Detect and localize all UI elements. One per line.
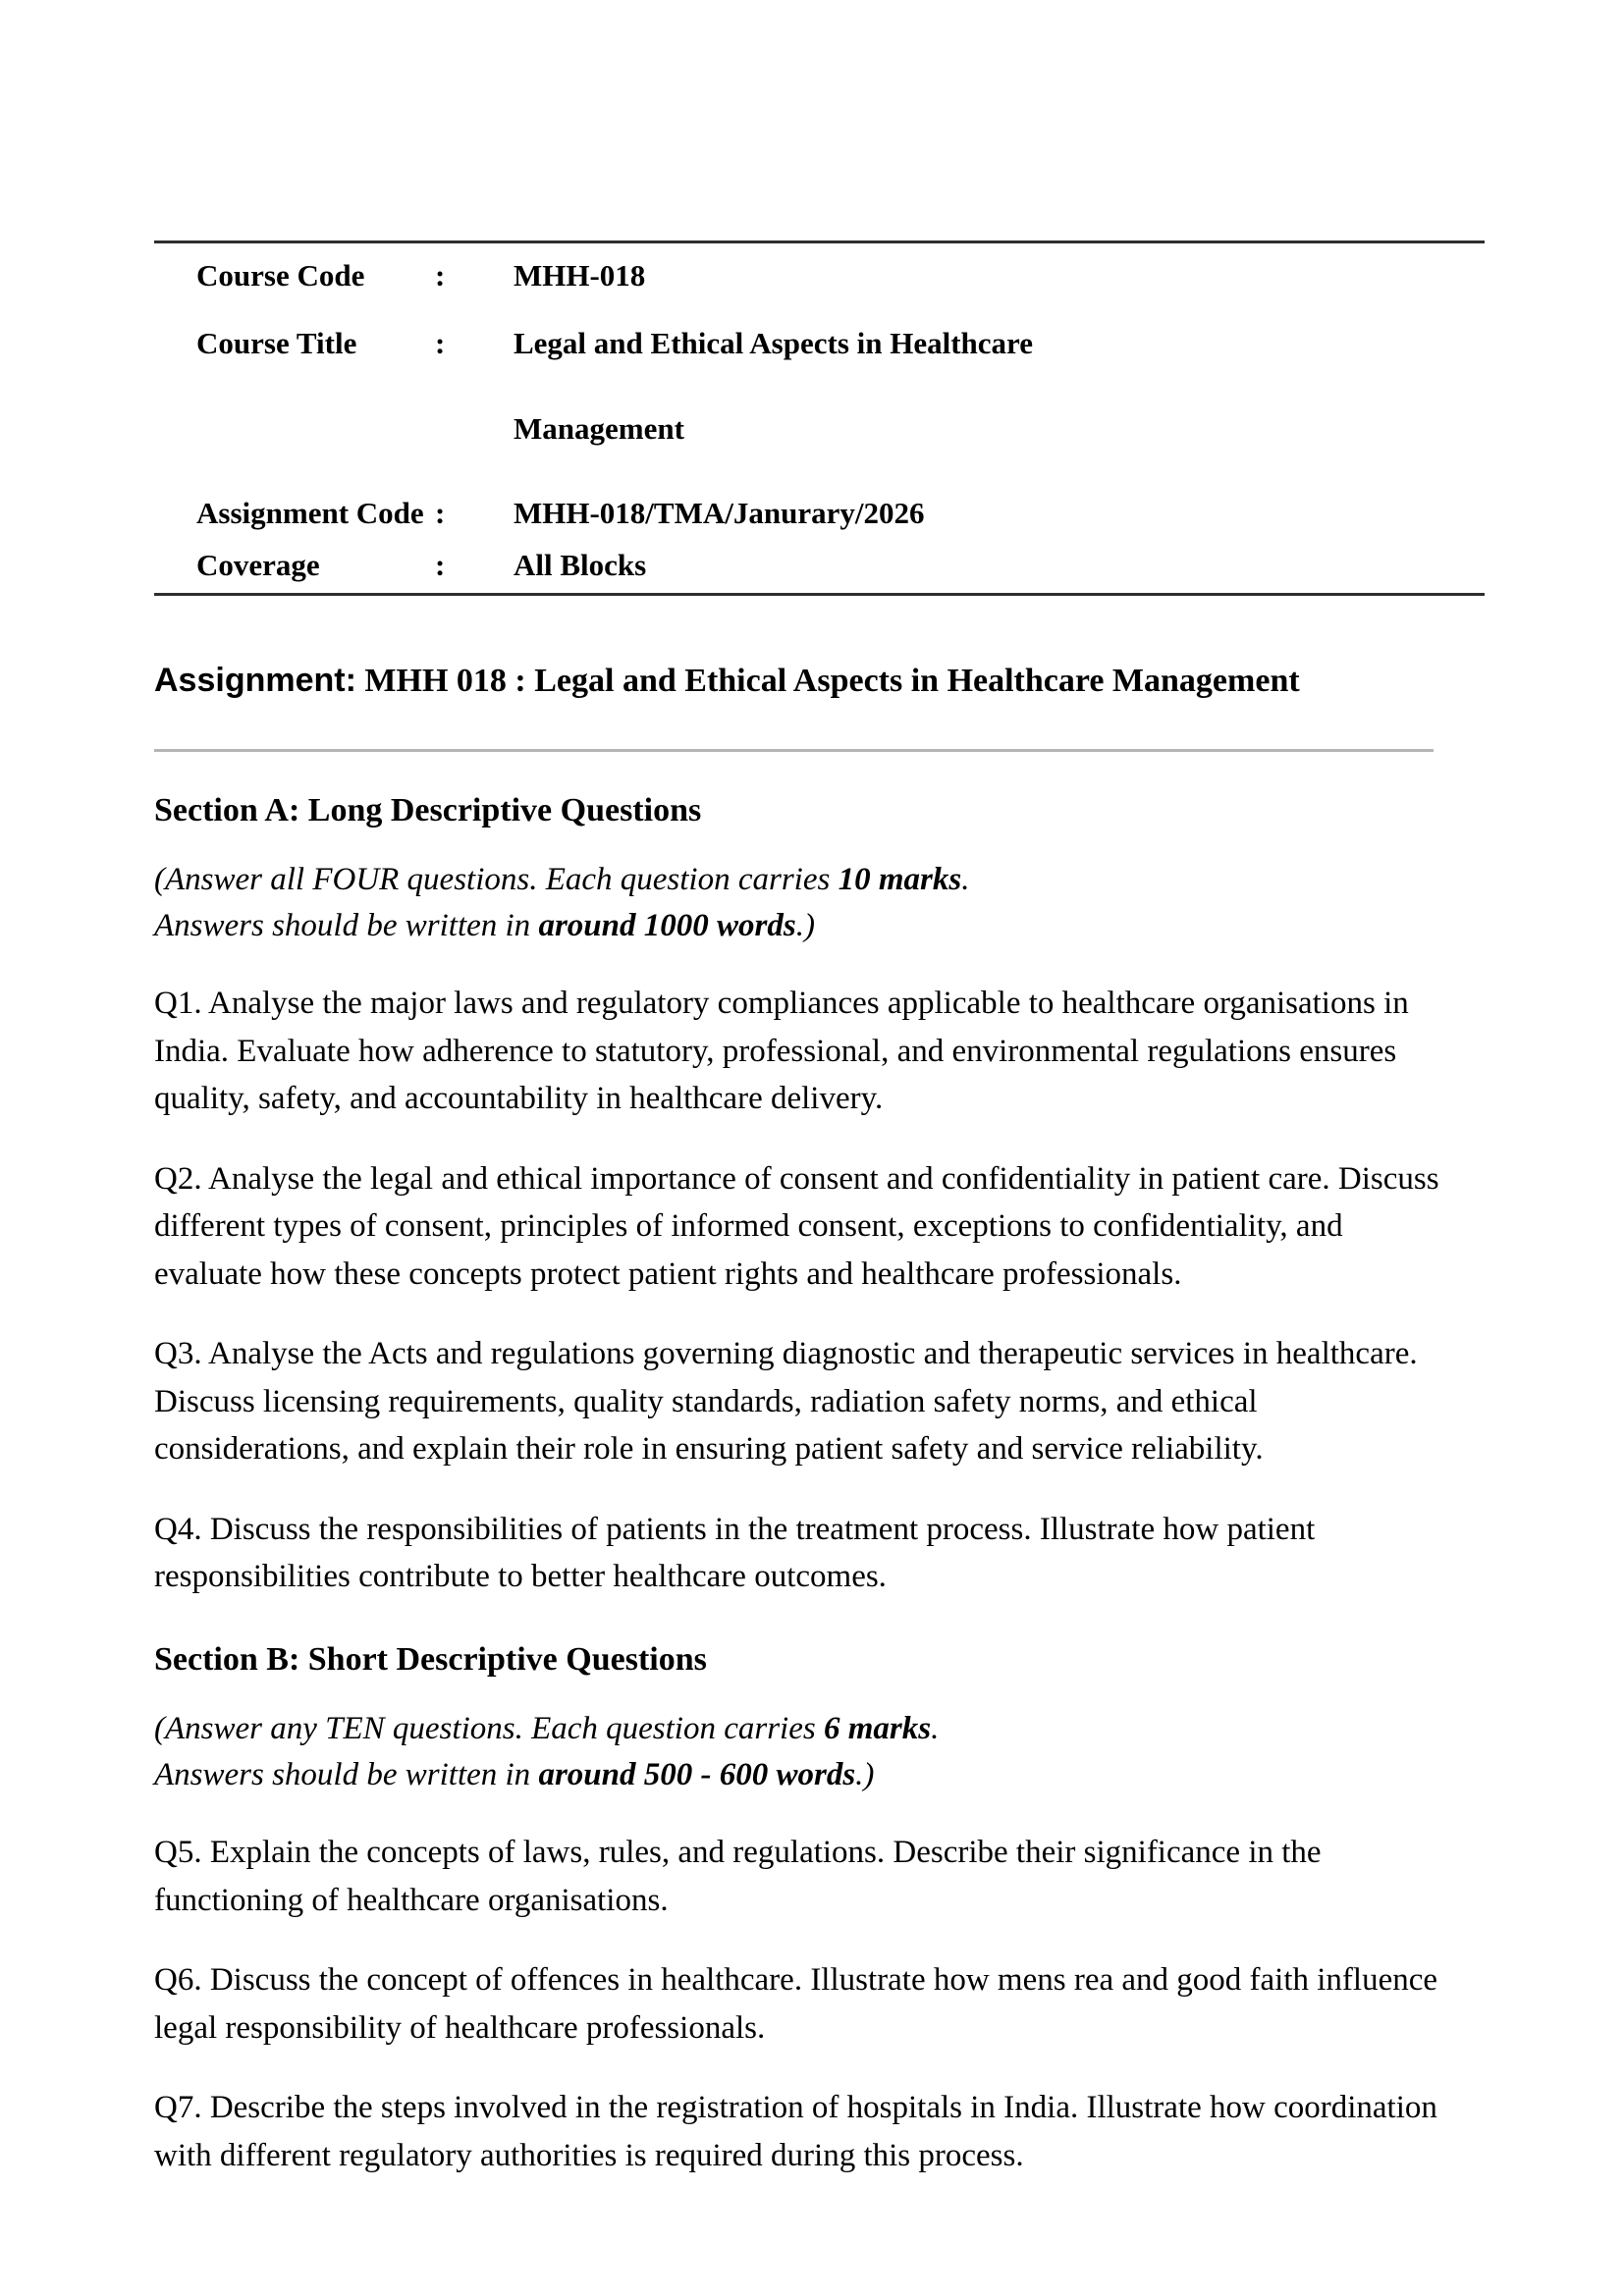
row-colon: :: [435, 547, 446, 582]
row-colon: :: [435, 258, 446, 293]
table-row-assignment-code: [154, 495, 1485, 531]
table-row-course-title: [154, 325, 1485, 361]
table-row-course-code: [154, 257, 1485, 294]
row-label: Course Code: [196, 258, 365, 293]
question-q1: Q1. Analyse the major laws and regulatory compliances applicable to healthcare organisations in India. Evaluate how adherence to statutory, professional, and environmental regulations ensures quality, safety, and accountability in healthcare delivery.: [154, 986, 1409, 1117]
instruction-text: .): [855, 1757, 875, 1793]
instruction-text: .: [931, 1710, 940, 1746]
instruction-marks: 10 marks: [838, 861, 962, 897]
assignment-title-prefix: Assignment:: [154, 661, 356, 699]
row-value: Legal and Ethical Aspects in Healthcare: [514, 326, 1034, 361]
assignment-title: [154, 661, 1440, 702]
row-value: All Blocks: [514, 547, 647, 582]
horizontal-divider: [154, 749, 1434, 752]
question-q3: Q3. Analyse the Acts and regulations governing diagnostic and therapeutic services in healthcare. Discuss licensing requirements, quality standards, radiation safety norms, and ethical considerations, and explain their role in ensuring patient safety and service reliability.: [154, 1336, 1418, 1468]
row-label: Assignment Code: [196, 495, 424, 530]
instruction-words: around 1000 words: [538, 908, 796, 944]
instruction-text: (Answer all FOUR questions. Each question carries: [154, 861, 839, 897]
document-content: [154, 240, 1489, 2212]
instruction-text: Answers should be written in: [154, 1757, 539, 1793]
row-value: Management: [514, 411, 684, 447]
question-q5: Q5. Explain the concepts of laws, rules, and regulations. Describe their significance in the functioning of healthcare organisations.: [154, 1835, 1322, 1918]
row-colon: :: [435, 495, 446, 530]
instruction-marks: 6 marks: [823, 1710, 932, 1746]
instruction-text: (Answer any TEN questions. Each question carries: [154, 1710, 824, 1746]
row-value: MHH-018: [514, 258, 646, 293]
row-colon: [435, 410, 514, 447]
section-b-heading: Section B: Short Descriptive Questions: [154, 1640, 707, 1678]
section-a-heading: Section A: Long Descriptive Questions: [154, 791, 702, 828]
section-a-instructions: [154, 857, 1440, 951]
section-b-instructions: [154, 1706, 1440, 1800]
instruction-text: Answers should be written in: [154, 908, 539, 944]
course-info-table: [154, 240, 1485, 596]
row-value: MHH-018/TMA/Janurary/2026: [514, 495, 925, 530]
row-label: [196, 410, 435, 447]
question-q6: Q6. Discuss the concept of offences in healthcare. Illustrate how mens rea and good faith influence legal responsibility of healthcare professionals.: [154, 1962, 1438, 2046]
question-q7: Q7. Describe the steps involved in the registration of hospitals in India. Illustrate how coordination with different regulatory authorities is required during this process.: [154, 2090, 1437, 2173]
table-row-coverage: [154, 547, 1485, 583]
row-label: Course Title: [196, 326, 357, 361]
instruction-text: .: [961, 861, 970, 897]
row-label: Coverage: [196, 547, 320, 582]
question-q4: Q4. Discuss the responsibilities of patients in the treatment process. Illustrate how patient responsibilities contribute to better healthcare outcomes.: [154, 1511, 1316, 1595]
instruction-words: around 500 - 600 words: [538, 1757, 856, 1793]
question-q2: Q2. Analyse the legal and ethical importance of consent and confidentiality in patient care. Discuss different types of consent, principles of informed consent, exceptions to confidentiality, and evaluate how these concepts protect patient rights and healthcare professionals.: [154, 1160, 1439, 1292]
row-colon: :: [435, 326, 446, 361]
instruction-text: .): [795, 908, 815, 944]
assignment-title-text: MHH 018 : Legal and Ethical Aspects in Healthcare Management: [355, 662, 1300, 699]
table-row-course-title-continued: [154, 410, 1485, 447]
